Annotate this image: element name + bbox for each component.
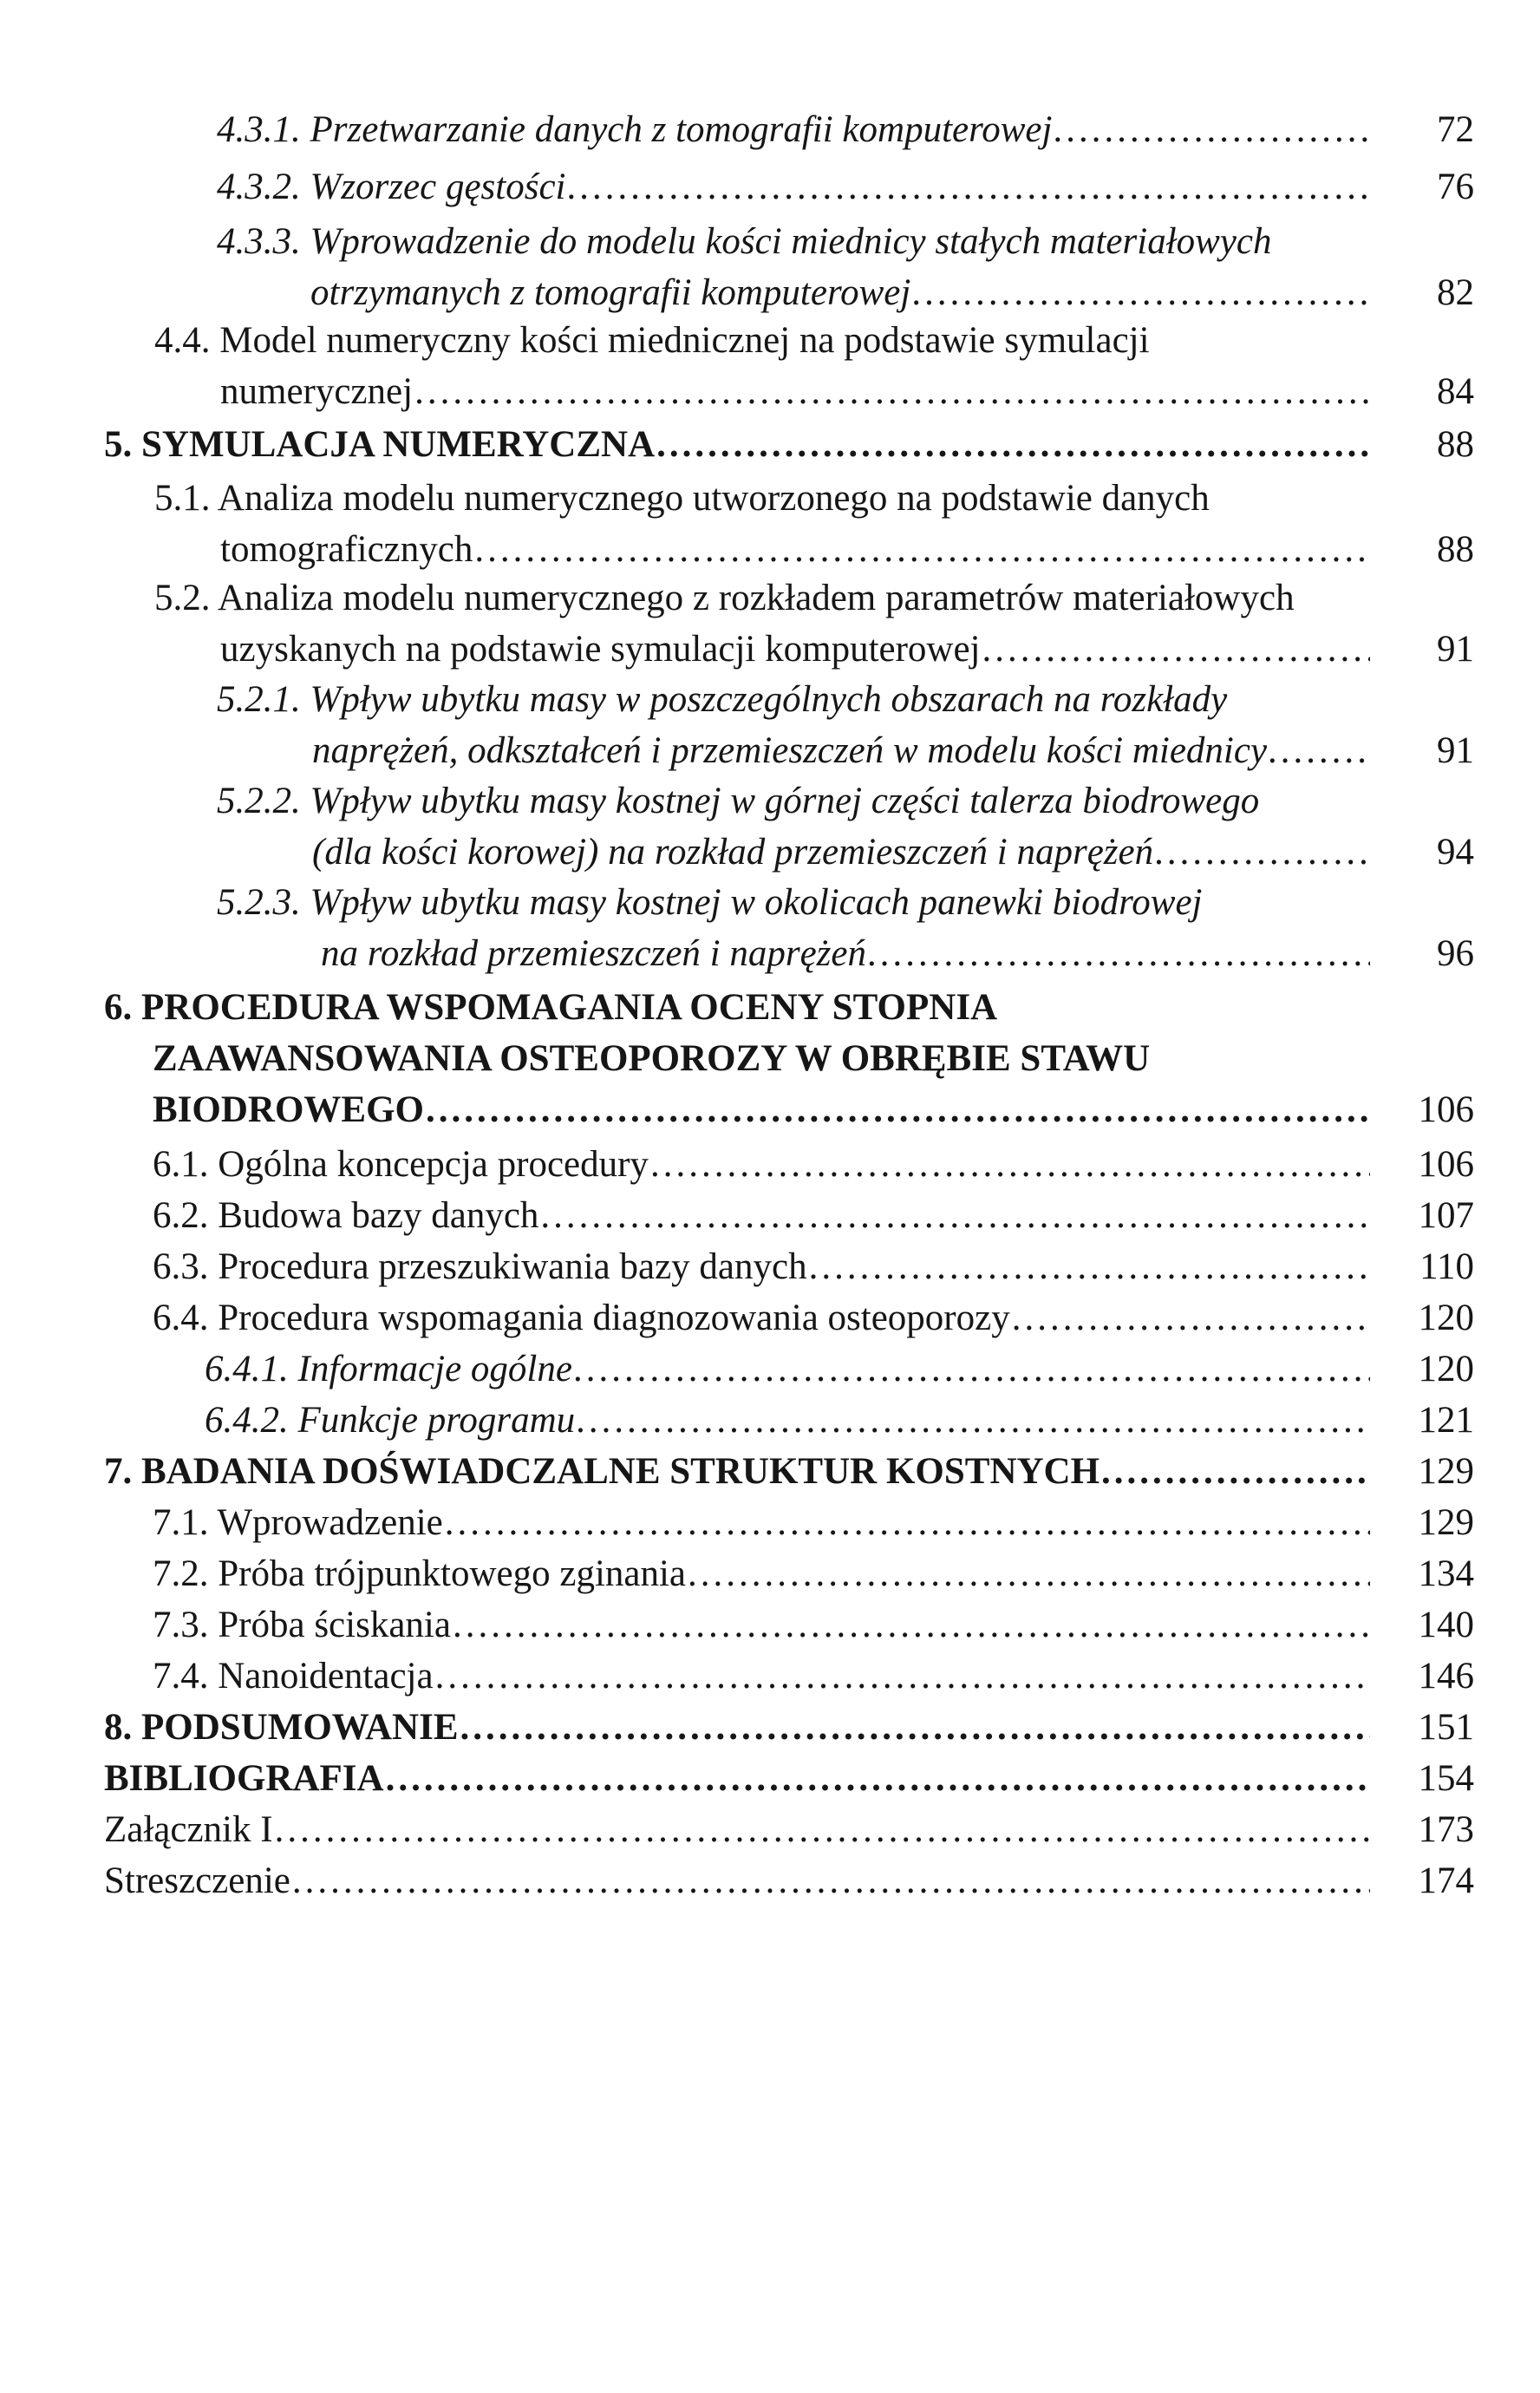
toc-page-number: 76 (1437, 167, 1474, 207)
toc-page-number: 96 (1437, 933, 1474, 974)
toc-entry-line (153, 1651, 1370, 1702)
toc-entry-title: 7.3. Próba ściskania (153, 1605, 451, 1645)
toc-entry (154, 315, 1474, 417)
toc-entry-line (104, 419, 1370, 470)
toc-entry-title: BIBLIOGRAFIA (104, 1758, 384, 1799)
toc-entry (104, 982, 1474, 1135)
toc-entry-title: 6. PROCEDURA WSPOMAGANIA OCENY STOPNIA (104, 987, 998, 1028)
leader-dots (290, 1855, 1370, 1906)
toc-entry-line (205, 1395, 1370, 1446)
toc-entry-title-cont: otrzymanych z tomografii komputerowej (310, 272, 911, 313)
leader-dots (451, 1599, 1370, 1651)
toc-entry-line (104, 1753, 1370, 1804)
toc-entry-title-cont: tomograficznych (220, 529, 473, 570)
toc-entry-title: 7.4. Nanoidentacja (153, 1656, 434, 1697)
leader-dots (1052, 104, 1370, 155)
toc-page-number: 94 (1437, 832, 1474, 873)
toc-entry-title: 4.3.1. Przetwarzanie danych z tomografii komputerowej (217, 109, 1053, 150)
toc-entry-title-cont: BIODROWEGO (153, 1089, 424, 1130)
toc-entry (153, 1241, 1474, 1292)
toc-page-number: 84 (1437, 371, 1474, 412)
leader-dots (434, 1651, 1370, 1702)
toc-page-number: 140 (1418, 1605, 1474, 1645)
leader-dots (649, 1139, 1370, 1190)
toc-entry-line (154, 524, 1370, 575)
toc-entry-line (217, 725, 1370, 776)
toc-page-number: 110 (1419, 1246, 1474, 1287)
toc-entry-line (104, 1084, 1370, 1135)
leader-dots (473, 524, 1370, 575)
toc-entry-title: 6.3. Procedura przeszukiwania bazy danych (153, 1246, 807, 1287)
toc-page-number: 91 (1437, 629, 1474, 670)
toc-entry (153, 1599, 1474, 1651)
toc-entry (205, 1395, 1474, 1446)
toc-entry-title: 5.2.2. Wpływ ubytku masy kostnej w górnej części talerza biodrowego (217, 781, 1260, 821)
leader-dots (565, 161, 1370, 212)
toc-entry-title: 5. SYMULACJA NUMERYCZNA (104, 424, 656, 465)
toc-entry-line (153, 1139, 1370, 1190)
toc-entry-line (153, 1599, 1370, 1651)
toc-entry (104, 1804, 1474, 1855)
toc-page-number: 107 (1418, 1195, 1474, 1236)
toc-page-number: 72 (1437, 109, 1474, 150)
toc-entry-title: 6.4.1. Informacje ogólne (205, 1349, 572, 1389)
toc-entry-line (205, 1344, 1370, 1395)
leader-dots (655, 419, 1370, 470)
toc-entry-line (153, 1497, 1370, 1548)
leader-dots (572, 1344, 1370, 1395)
toc-entry-title: 7.2. Próba trójpunktowego zginania (153, 1553, 687, 1594)
toc-page-number: 82 (1437, 272, 1474, 313)
leader-dots (575, 1395, 1370, 1446)
leader-dots (1100, 1446, 1370, 1497)
leader-dots (538, 1190, 1370, 1241)
leader-dots (424, 1084, 1370, 1135)
toc-entry-line (104, 1446, 1370, 1497)
toc-entry-line (154, 624, 1370, 675)
toc-page-number: 91 (1437, 730, 1474, 771)
toc-page-number: 151 (1418, 1707, 1474, 1748)
toc-entry-line (217, 827, 1370, 878)
toc-entry (217, 161, 1474, 212)
toc-entry-line (153, 1190, 1370, 1241)
leader-dots (1267, 725, 1370, 776)
toc-entry-line (104, 1804, 1370, 1855)
leader-dots (443, 1497, 1370, 1548)
toc-entry (217, 104, 1474, 155)
leader-dots (866, 928, 1370, 979)
toc-page-number: 121 (1418, 1400, 1474, 1441)
toc-page-number: 174 (1418, 1860, 1474, 1901)
leader-dots (1153, 827, 1370, 878)
toc-entry (153, 1139, 1474, 1190)
toc-page-number: 106 (1418, 1089, 1474, 1130)
toc-entry-title: 6.4.2. Funkcje programu (205, 1400, 576, 1441)
toc-entry (153, 1651, 1474, 1702)
toc-entry-title: 6.4. Procedura wspomagania diagnozowania osteoporozy (153, 1298, 1010, 1338)
toc-entry-line (217, 104, 1370, 155)
leader-dots (1010, 1292, 1370, 1344)
toc-entry-line (104, 1855, 1370, 1906)
toc-entry-line (217, 928, 1370, 979)
toc-entry-line (104, 1702, 1370, 1753)
toc-entry-title: Załącznik I (104, 1809, 273, 1850)
leader-dots (981, 624, 1370, 675)
toc-entry (104, 1446, 1474, 1497)
toc-entry (104, 1702, 1474, 1753)
toc-entry-title-cont: uzyskanych na podstawie symulacji komputerowej (220, 629, 981, 670)
toc-entry-title: 4.3.2. Wzorzec gęstości (217, 167, 566, 207)
toc-entry (217, 775, 1474, 878)
toc-entry-line (154, 366, 1370, 417)
toc-entry (104, 419, 1474, 470)
toc-entry (104, 1753, 1474, 1804)
toc-page-number: 88 (1437, 529, 1474, 570)
toc-page-number: 146 (1418, 1656, 1474, 1697)
toc-entry-title: 7.1. Wprowadzenie (153, 1502, 443, 1543)
leader-dots (459, 1702, 1370, 1753)
toc-entry-title: 5.1. Analiza modelu numerycznego utworzonego na podstawie danych (154, 478, 1210, 519)
toc-page-number: 134 (1418, 1553, 1474, 1594)
leader-dots (910, 267, 1370, 318)
toc-entry (205, 1344, 1474, 1395)
toc-entry-line (153, 1292, 1370, 1344)
toc-entry-title: 5.2.3. Wpływ ubytku masy kostnej w okolicach panewki biodrowej (217, 882, 1203, 923)
toc-entry (154, 572, 1474, 675)
toc-page-number: 120 (1418, 1349, 1474, 1389)
toc-page-number: 88 (1437, 424, 1474, 465)
toc-entry (153, 1548, 1474, 1599)
toc-entry-line (153, 1241, 1370, 1292)
leader-dots (413, 366, 1370, 417)
toc-page-number: 173 (1418, 1809, 1474, 1850)
toc-entry-title: 6.2. Budowa bazy danych (153, 1195, 539, 1236)
toc-entry-title-cont: ZAAWANSOWANIA OSTEOPOROZY W OBRĘBIE STAWU (153, 1038, 1151, 1079)
toc-entry (104, 1855, 1474, 1906)
toc-entry-line (153, 1548, 1370, 1599)
toc-entry-title: 8. PODSUMOWANIE (104, 1707, 459, 1748)
leader-dots (384, 1753, 1370, 1804)
leader-dots (273, 1804, 1370, 1855)
toc-page-number: 120 (1418, 1298, 1474, 1338)
toc-entry-title: 4.3.3. Wprowadzenie do modelu kości miednicy stałych materiałowych (217, 221, 1272, 262)
toc-entry-title: 7. BADANIA DOŚWIADCZALNE STRUKTUR KOSTNYCH (104, 1451, 1100, 1492)
toc-entry (153, 1497, 1474, 1548)
toc-entry-title: Streszczenie (104, 1860, 290, 1901)
toc-page-number: 106 (1418, 1144, 1474, 1185)
toc-entry-title: 4.4. Model numeryczny kości miednicznej na podstawie symulacji (154, 320, 1150, 361)
toc-entry-line (217, 161, 1370, 212)
toc-entry (153, 1190, 1474, 1241)
toc-entry (217, 877, 1474, 979)
toc-entry (154, 473, 1474, 575)
toc-entry-title: 5.2. Analiza modelu numerycznego z rozkładem parametrów materiałowych (154, 578, 1295, 618)
toc-entry-title-cont: naprężeń, odkształceń i przemieszczeń w modelu kości miednicy (312, 730, 1268, 771)
toc-entry-line (217, 267, 1370, 318)
toc-entry-title: 5.2.1. Wpływ ubytku masy w poszczególnych obszarach na rozkłady (217, 679, 1228, 720)
leader-dots (686, 1548, 1370, 1599)
toc-page-number: 129 (1418, 1451, 1474, 1492)
toc-entry (217, 216, 1474, 318)
toc-entry (153, 1292, 1474, 1344)
toc-entry (217, 674, 1474, 776)
toc-entry-title: 6.1. Ogólna koncepcja procedury (153, 1144, 649, 1185)
toc-entry-title-cont: (dla kości korowej) na rozkład przemieszczeń i naprężeń (312, 832, 1154, 873)
leader-dots (807, 1241, 1370, 1292)
toc-entry-title-cont: na rozkład przemieszczeń i naprężeń (321, 933, 867, 974)
toc-page-number: 129 (1418, 1502, 1474, 1543)
toc-entry-title-cont: numerycznej (220, 371, 414, 412)
toc-page-number: 154 (1418, 1758, 1474, 1799)
